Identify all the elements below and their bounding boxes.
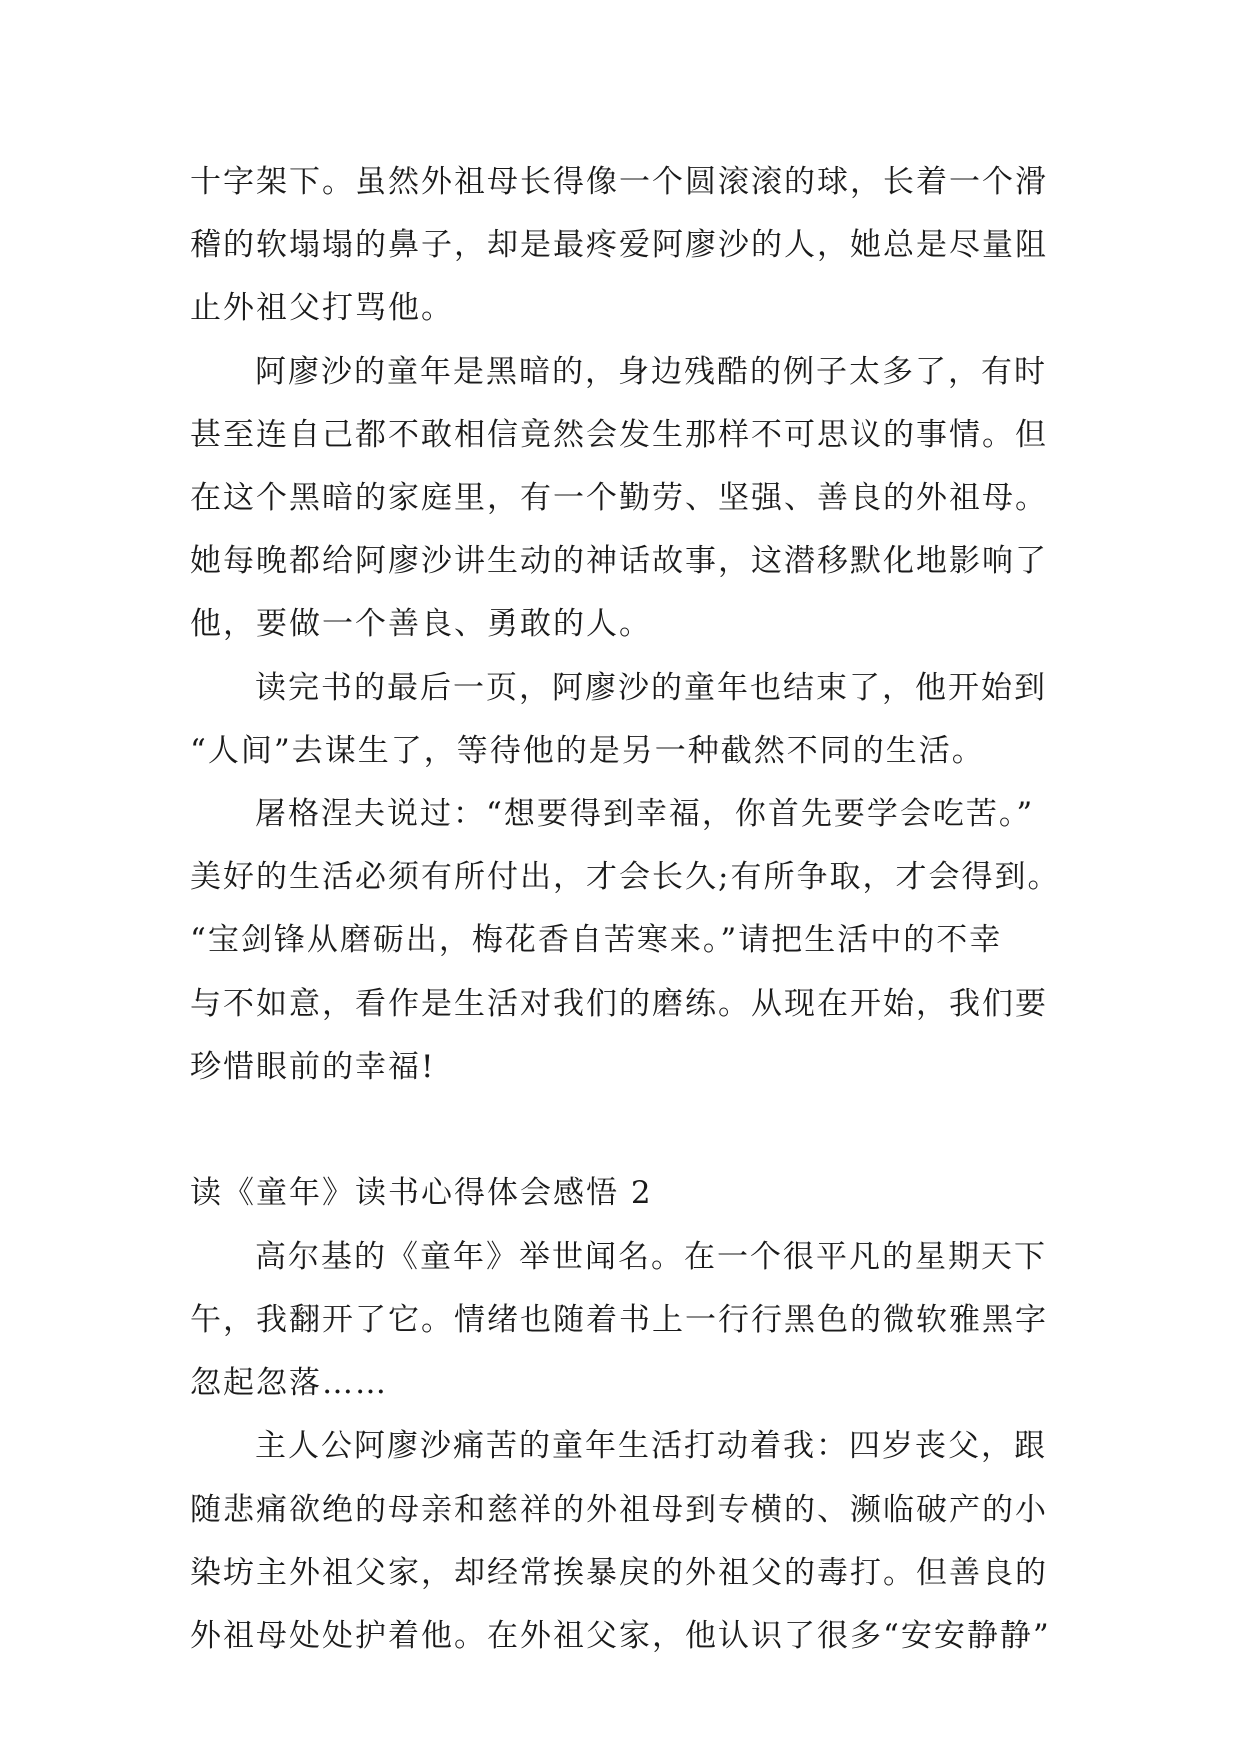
text-line: 稽的软塌塌的鼻子，却是最疼爱阿廖沙的人，她总是尽量阻 bbox=[190, 227, 1048, 263]
text-line: 她每晚都给阿廖沙讲生动的神话故事，这潜移默化地影响了 bbox=[190, 543, 1048, 579]
text-line: “宝剑锋从磨砺出，梅花香自苦寒来。”请把生活中的不幸 bbox=[190, 922, 1003, 958]
text-line: 止外祖父打骂他。 bbox=[190, 290, 454, 326]
text-line: 美好的生活必须有所付出，才会长久;有所争取，才会得到。 bbox=[190, 859, 1061, 895]
paragraph-first-line: 主人公阿廖沙痛苦的童年生活打动着我：四岁丧父，跟 bbox=[255, 1428, 1047, 1464]
text-line: 甚至连自己都不敢相信竟然会发生那样不可思议的事情。但 bbox=[190, 417, 1048, 453]
text-line: 午，我翻开了它。情绪也随着书上一行行黑色的微软雅黑字 bbox=[190, 1302, 1048, 1338]
section-heading: 读《童年》读书心得体会感悟 2 bbox=[190, 1175, 653, 1211]
paragraph-first-line: 读完书的最后一页，阿廖沙的童年也结束了，他开始到 bbox=[255, 670, 1047, 706]
text-line: 忽起忽落…… bbox=[190, 1365, 388, 1401]
text-line: 珍惜眼前的幸福! bbox=[190, 1049, 436, 1085]
text-line: 随悲痛欲绝的母亲和慈祥的外祖母到专横的、濒临破产的小 bbox=[190, 1492, 1048, 1528]
text-line: “人间”去谋生了，等待他的是另一种截然不同的生活。 bbox=[190, 733, 985, 769]
text-line: 他，要做一个善良、勇敢的人。 bbox=[190, 606, 652, 642]
text-line: 十字架下。虽然外祖母长得像一个圆滚滚的球，长着一个滑 bbox=[190, 164, 1048, 200]
text-line: 外祖母处处护着他。在外祖父家，他认识了很多“安安静静” bbox=[190, 1618, 1051, 1654]
text-line: 染坊主外祖父家，却经常挨暴戾的外祖父的毒打。但善良的 bbox=[190, 1555, 1048, 1591]
paragraph-first-line: 屠格涅夫说过：“想要得到幸福，你首先要学会吃苦。” bbox=[255, 796, 1035, 832]
paragraph-first-line: 阿廖沙的童年是黑暗的，身边残酷的例子太多了，有时 bbox=[255, 354, 1047, 390]
text-line: 在这个黑暗的家庭里，有一个勤劳、坚强、善良的外祖母。 bbox=[190, 480, 1048, 516]
text-line: 与不如意，看作是生活对我们的磨练。从现在开始，我们要 bbox=[190, 986, 1048, 1022]
paragraph-first-line: 高尔基的《童年》举世闻名。在一个很平凡的星期天下 bbox=[255, 1239, 1047, 1275]
